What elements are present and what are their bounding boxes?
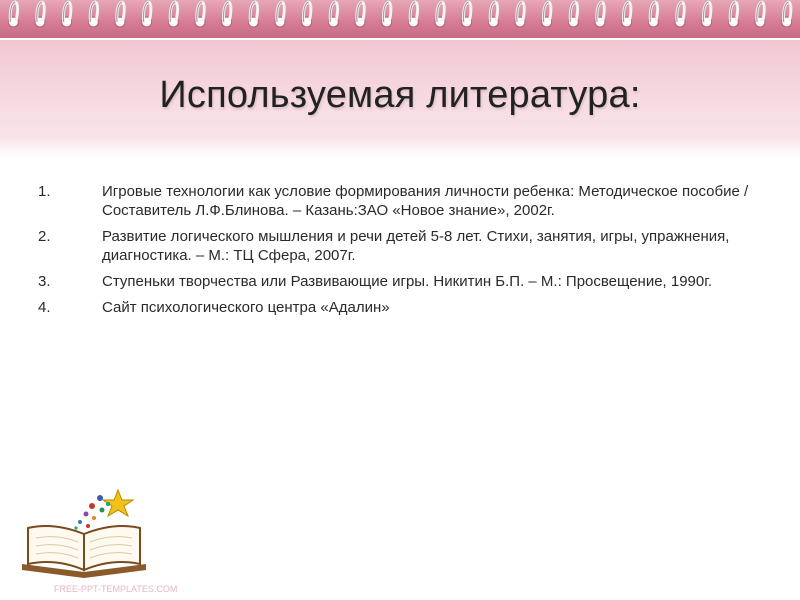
spiral-ring-icon [755,2,765,27]
spiral-ring-icon [728,2,738,27]
spiral-ring-icon [62,2,72,27]
list-item [38,298,758,317]
spiral-ring-icon [355,2,365,27]
list-number: 4. [38,299,51,316]
spiral-ring-icon [488,2,498,27]
list-text: Развитие логического мышления и речи детей 5-8 лет. Стихи, занятия, игры, упражнения, диагностика. – М.: ТЦ Сфера, 2007г. [102,228,730,264]
spiral-ring-icon [222,2,232,27]
spiral-ring-icon [142,2,152,27]
spiral-ring-icon [35,2,45,27]
spiral-ring-icon [462,2,472,27]
list-number: 2. [38,228,51,245]
spiral-ring-icon [622,2,632,27]
list-item [38,182,758,220]
reference-list [38,182,758,324]
watermark: FREE-PPT-TEMPLATES.COM [54,584,178,594]
spiral-ring-icon [328,2,338,27]
spiral-ring-icon [8,2,18,27]
list-text: Игровые технологии как условие формирования личности ребенка: Методическое пособие /Составитель Л.Ф.Блинова. – Казань:ЗАО «Новое знание», 2002г. [102,183,749,219]
list-number: 1. [38,183,51,200]
spiral-ring-icon [542,2,552,27]
spiral-ring-icon [88,2,98,27]
list-text: Сайт психологического центра «Адалин» [102,299,390,316]
list-item [38,227,758,265]
spiral-ring-icon [648,2,658,27]
spiral-ring-icon [702,2,712,27]
slide-title: Используемая литература: [159,74,641,116]
open-book-icon [14,484,154,584]
spiral-ring-icon [115,2,125,27]
list-item [38,272,758,291]
spiral-ring-icon [408,2,418,27]
spiral-ring-icon [435,2,445,27]
spiral-ring-icon [248,2,258,27]
spiral-ring-icon [595,2,605,27]
spiral-binding [0,0,800,40]
spiral-ring-icon [195,2,205,27]
spiral-ring-icon [382,2,392,27]
spiral-ring-icon [782,2,792,27]
spiral-ring-icon [515,2,525,27]
list-number: 3. [38,273,51,290]
spiral-ring-icon [168,2,178,27]
list-text: Ступеньки творчества или Развивающие игры. Никитин Б.П. – М.: Просвещение, 1990г. [102,273,713,290]
spiral-ring-icon [275,2,285,27]
spiral-ring-icon [675,2,685,27]
spiral-ring-icon [568,2,578,27]
spiral-ring-icon [302,2,312,27]
